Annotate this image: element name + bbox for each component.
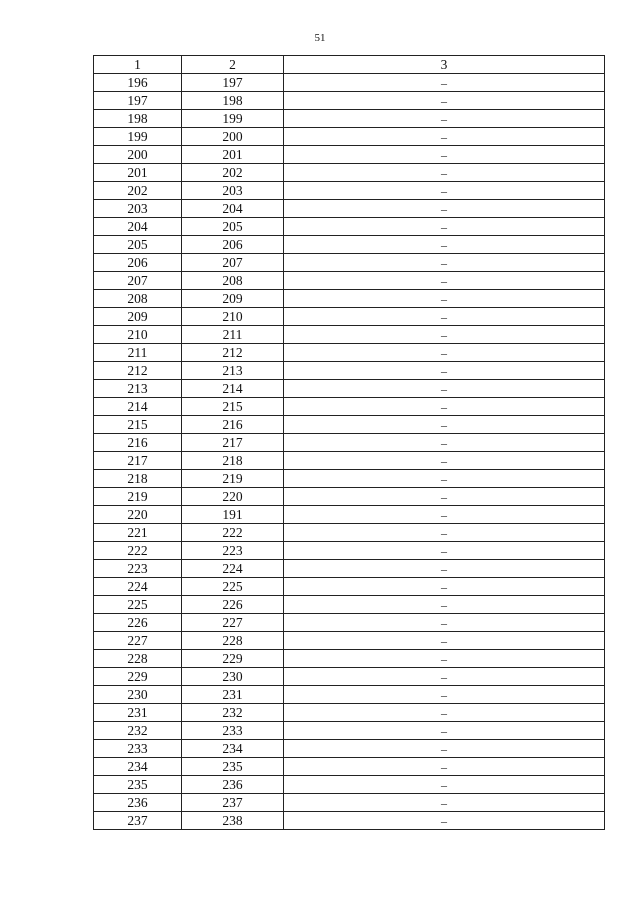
cell-col-3: – bbox=[284, 182, 605, 200]
cell-col-1: 231 bbox=[94, 704, 182, 722]
table-row bbox=[94, 416, 605, 434]
cell-col-2: 234 bbox=[182, 740, 284, 758]
cell-col-3: – bbox=[284, 506, 605, 524]
cell-col-1: 217 bbox=[94, 452, 182, 470]
cell-col-3: – bbox=[284, 632, 605, 650]
cell-col-2: 229 bbox=[182, 650, 284, 668]
cell-col-1: 226 bbox=[94, 614, 182, 632]
table-row bbox=[94, 578, 605, 596]
cell-col-3: – bbox=[284, 488, 605, 506]
table-row bbox=[94, 632, 605, 650]
cell-col-3: – bbox=[284, 254, 605, 272]
table-row bbox=[94, 704, 605, 722]
cell-col-2: 199 bbox=[182, 110, 284, 128]
cell-col-1: 218 bbox=[94, 470, 182, 488]
column-header-3: 3 bbox=[284, 56, 605, 74]
cell-col-2: 204 bbox=[182, 200, 284, 218]
cell-col-3: – bbox=[284, 758, 605, 776]
cell-col-2: 191 bbox=[182, 506, 284, 524]
cell-col-2: 223 bbox=[182, 542, 284, 560]
table-row bbox=[94, 794, 605, 812]
cell-col-2: 224 bbox=[182, 560, 284, 578]
cell-col-3: – bbox=[284, 110, 605, 128]
cell-col-2: 197 bbox=[182, 74, 284, 92]
cell-col-1: 210 bbox=[94, 326, 182, 344]
cell-col-3: – bbox=[284, 740, 605, 758]
table-row bbox=[94, 452, 605, 470]
cell-col-2: 236 bbox=[182, 776, 284, 794]
cell-col-2: 211 bbox=[182, 326, 284, 344]
table-row bbox=[94, 344, 605, 362]
cell-col-2: 238 bbox=[182, 812, 284, 830]
cell-col-2: 213 bbox=[182, 362, 284, 380]
cell-col-1: 213 bbox=[94, 380, 182, 398]
table-row bbox=[94, 560, 605, 578]
cell-col-2: 220 bbox=[182, 488, 284, 506]
table-body bbox=[94, 74, 605, 830]
cell-col-1: 237 bbox=[94, 812, 182, 830]
table-row bbox=[94, 740, 605, 758]
cell-col-1: 233 bbox=[94, 740, 182, 758]
cell-col-2: 232 bbox=[182, 704, 284, 722]
cell-col-1: 208 bbox=[94, 290, 182, 308]
table-row bbox=[94, 506, 605, 524]
table-row bbox=[94, 74, 605, 92]
cell-col-2: 206 bbox=[182, 236, 284, 254]
table-row bbox=[94, 668, 605, 686]
cell-col-3: – bbox=[284, 344, 605, 362]
cell-col-3: – bbox=[284, 272, 605, 290]
table-row bbox=[94, 362, 605, 380]
table-row bbox=[94, 290, 605, 308]
cell-col-1: 220 bbox=[94, 506, 182, 524]
cell-col-3: – bbox=[284, 650, 605, 668]
cell-col-3: – bbox=[284, 470, 605, 488]
cell-col-2: 237 bbox=[182, 794, 284, 812]
cell-col-1: 199 bbox=[94, 128, 182, 146]
cell-col-1: 227 bbox=[94, 632, 182, 650]
cell-col-2: 231 bbox=[182, 686, 284, 704]
table-row bbox=[94, 182, 605, 200]
table-row bbox=[94, 272, 605, 290]
cell-col-1: 232 bbox=[94, 722, 182, 740]
cell-col-3: – bbox=[284, 362, 605, 380]
cell-col-1: 222 bbox=[94, 542, 182, 560]
cell-col-1: 206 bbox=[94, 254, 182, 272]
cell-col-3: – bbox=[284, 722, 605, 740]
table-row bbox=[94, 308, 605, 326]
cell-col-2: 226 bbox=[182, 596, 284, 614]
cell-col-2: 210 bbox=[182, 308, 284, 326]
table-row bbox=[94, 542, 605, 560]
cell-col-3: – bbox=[284, 614, 605, 632]
table-row bbox=[94, 146, 605, 164]
cell-col-3: – bbox=[284, 524, 605, 542]
cell-col-2: 214 bbox=[182, 380, 284, 398]
cell-col-1: 225 bbox=[94, 596, 182, 614]
cell-col-2: 200 bbox=[182, 128, 284, 146]
cell-col-3: – bbox=[284, 578, 605, 596]
page-number: 51 bbox=[314, 32, 326, 44]
cell-col-3: – bbox=[284, 812, 605, 830]
table-row bbox=[94, 470, 605, 488]
table-row bbox=[94, 488, 605, 506]
cell-col-1: 214 bbox=[94, 398, 182, 416]
table-row bbox=[94, 524, 605, 542]
table-row bbox=[94, 164, 605, 182]
cell-col-3: – bbox=[284, 542, 605, 560]
table-row bbox=[94, 398, 605, 416]
table-row bbox=[94, 380, 605, 398]
cell-col-3: – bbox=[284, 776, 605, 794]
table-row bbox=[94, 614, 605, 632]
cell-col-2: 228 bbox=[182, 632, 284, 650]
cell-col-2: 198 bbox=[182, 92, 284, 110]
cell-col-2: 233 bbox=[182, 722, 284, 740]
cell-col-3: – bbox=[284, 290, 605, 308]
cell-col-2: 235 bbox=[182, 758, 284, 776]
cell-col-1: 197 bbox=[94, 92, 182, 110]
table-row bbox=[94, 812, 605, 830]
table-row bbox=[94, 434, 605, 452]
cell-col-3: – bbox=[284, 704, 605, 722]
cell-col-1: 198 bbox=[94, 110, 182, 128]
cell-col-2: 216 bbox=[182, 416, 284, 434]
table-row bbox=[94, 776, 605, 794]
table-row bbox=[94, 758, 605, 776]
cell-col-2: 230 bbox=[182, 668, 284, 686]
cell-col-1: 235 bbox=[94, 776, 182, 794]
cell-col-1: 200 bbox=[94, 146, 182, 164]
cell-col-3: – bbox=[284, 398, 605, 416]
cell-col-1: 203 bbox=[94, 200, 182, 218]
cell-col-2: 202 bbox=[182, 164, 284, 182]
cell-col-1: 234 bbox=[94, 758, 182, 776]
cell-col-3: – bbox=[284, 452, 605, 470]
cell-col-1: 196 bbox=[94, 74, 182, 92]
cell-col-1: 215 bbox=[94, 416, 182, 434]
column-header-2: 2 bbox=[182, 56, 284, 74]
cell-col-3: – bbox=[284, 218, 605, 236]
table-row bbox=[94, 254, 605, 272]
cell-col-3: – bbox=[284, 308, 605, 326]
cell-col-1: 216 bbox=[94, 434, 182, 452]
table-row bbox=[94, 92, 605, 110]
cell-col-3: – bbox=[284, 794, 605, 812]
cell-col-1: 211 bbox=[94, 344, 182, 362]
cell-col-1: 230 bbox=[94, 686, 182, 704]
cell-col-1: 209 bbox=[94, 308, 182, 326]
cell-col-1: 229 bbox=[94, 668, 182, 686]
table-header-row bbox=[94, 56, 605, 74]
cell-col-1: 223 bbox=[94, 560, 182, 578]
cell-col-1: 212 bbox=[94, 362, 182, 380]
cell-col-3: – bbox=[284, 200, 605, 218]
table-row bbox=[94, 326, 605, 344]
cell-col-2: 203 bbox=[182, 182, 284, 200]
table-row bbox=[94, 686, 605, 704]
cell-col-2: 215 bbox=[182, 398, 284, 416]
cell-col-2: 205 bbox=[182, 218, 284, 236]
cell-col-1: 205 bbox=[94, 236, 182, 254]
table-row bbox=[94, 236, 605, 254]
cell-col-2: 208 bbox=[182, 272, 284, 290]
cell-col-3: – bbox=[284, 74, 605, 92]
cell-col-2: 207 bbox=[182, 254, 284, 272]
table-row bbox=[94, 110, 605, 128]
cell-col-3: – bbox=[284, 686, 605, 704]
cell-col-3: – bbox=[284, 92, 605, 110]
cell-col-1: 224 bbox=[94, 578, 182, 596]
cell-col-3: – bbox=[284, 380, 605, 398]
cell-col-1: 207 bbox=[94, 272, 182, 290]
cell-col-3: – bbox=[284, 416, 605, 434]
cell-col-2: 218 bbox=[182, 452, 284, 470]
cell-col-3: – bbox=[284, 146, 605, 164]
table-row bbox=[94, 722, 605, 740]
cell-col-1: 204 bbox=[94, 218, 182, 236]
table-row bbox=[94, 128, 605, 146]
data-table bbox=[93, 55, 605, 830]
cell-col-2: 217 bbox=[182, 434, 284, 452]
column-header-1: 1 bbox=[94, 56, 182, 74]
cell-col-2: 209 bbox=[182, 290, 284, 308]
cell-col-2: 219 bbox=[182, 470, 284, 488]
cell-col-2: 201 bbox=[182, 146, 284, 164]
cell-col-3: – bbox=[284, 236, 605, 254]
cell-col-2: 222 bbox=[182, 524, 284, 542]
cell-col-1: 202 bbox=[94, 182, 182, 200]
cell-col-2: 227 bbox=[182, 614, 284, 632]
cell-col-1: 236 bbox=[94, 794, 182, 812]
cell-col-3: – bbox=[284, 326, 605, 344]
cell-col-3: – bbox=[284, 434, 605, 452]
table-row bbox=[94, 200, 605, 218]
cell-col-2: 225 bbox=[182, 578, 284, 596]
cell-col-1: 221 bbox=[94, 524, 182, 542]
table-row bbox=[94, 218, 605, 236]
cell-col-3: – bbox=[284, 128, 605, 146]
cell-col-3: – bbox=[284, 596, 605, 614]
table-row bbox=[94, 650, 605, 668]
table-row bbox=[94, 596, 605, 614]
cell-col-3: – bbox=[284, 668, 605, 686]
cell-col-1: 201 bbox=[94, 164, 182, 182]
cell-col-3: – bbox=[284, 560, 605, 578]
cell-col-3: – bbox=[284, 164, 605, 182]
cell-col-1: 219 bbox=[94, 488, 182, 506]
cell-col-1: 228 bbox=[94, 650, 182, 668]
cell-col-2: 212 bbox=[182, 344, 284, 362]
